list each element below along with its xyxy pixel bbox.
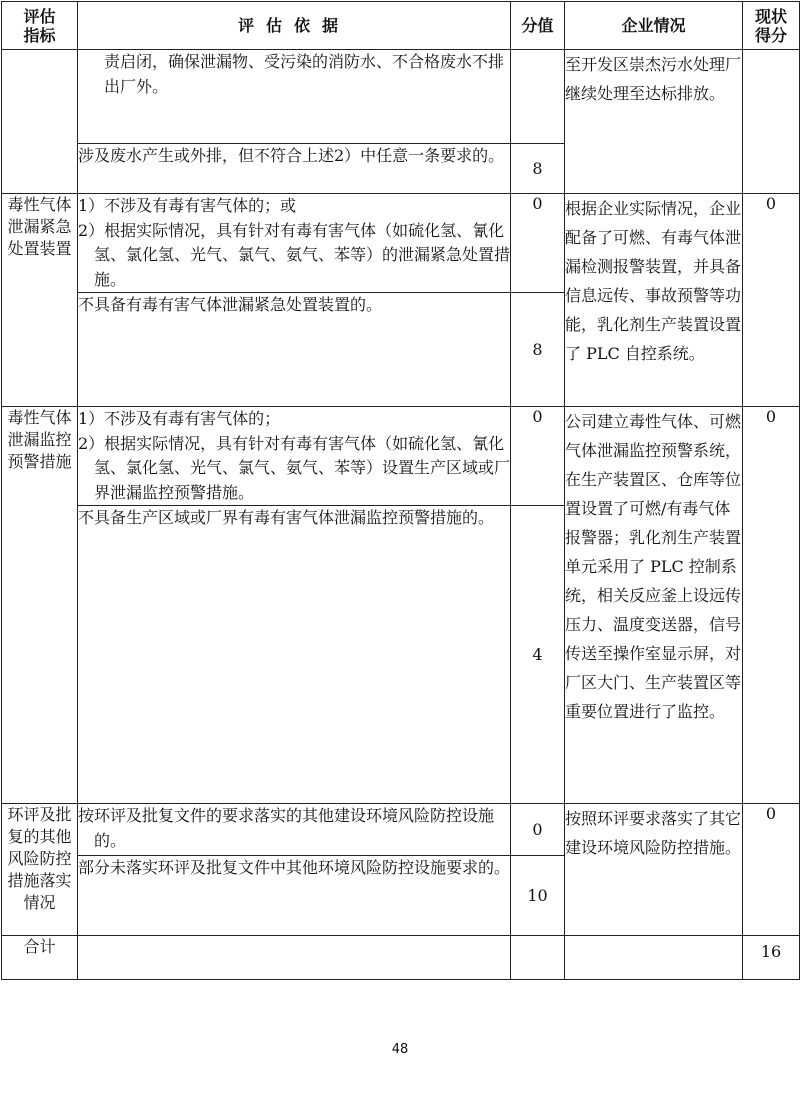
score-cell: 0 bbox=[511, 804, 565, 856]
table-row bbox=[2, 194, 800, 293]
basis-cell: 责启闭，确保泄漏物、受污染的消防水、不合格废水不排出厂外。 bbox=[78, 50, 511, 144]
indicator-cell-empty bbox=[2, 50, 78, 194]
evaluation-table bbox=[1, 1, 800, 980]
basis-cell: 不具备有毒有害气体泄漏紧急处置装置的。 bbox=[78, 293, 511, 407]
score-cell: 0 bbox=[511, 407, 565, 506]
basis-cell: 按环评及批复文件的要求落实的其他建设环境风险防控设施的。 bbox=[78, 804, 511, 856]
total-row bbox=[2, 936, 800, 980]
header-basis: 评估依据 bbox=[78, 2, 511, 50]
table-row bbox=[2, 50, 800, 144]
score-cell: 4 bbox=[511, 506, 565, 804]
basis-cell: 不具备生产区域或厂界有毒有害气体泄漏监控预警措施的。 bbox=[78, 506, 511, 804]
indicator-cell: 毒性气体泄漏监控预警措施 bbox=[2, 407, 78, 804]
current-score-cell: 0 bbox=[743, 407, 800, 804]
score-cell: 10 bbox=[511, 856, 565, 936]
score-cell: 0 bbox=[511, 194, 565, 293]
header-score: 分值 bbox=[511, 2, 565, 50]
basis-cell: 1）不涉及有毒有害气体的； 2）根据实际情况，具有针对有毒有害气体（如硫化氢、氰化氢、氯化氢、光气、氯气、氨气、苯等）设置生产区域或厂界泄漏监控预警措施。 bbox=[78, 407, 511, 506]
basis-cell: 1）不涉及有毒有害气体的；或 2）根据实际情况，具有针对有毒有害气体（如硫化氢、氰化氢、氯化氢、光气、氯气、氨气、苯等）的泄漏紧急处置措施。 bbox=[78, 194, 511, 293]
header-row bbox=[2, 2, 800, 50]
basis-cell: 部分未落实环评及批复文件中其他环境风险防控设施要求的。 bbox=[78, 856, 511, 936]
page-number: 48 bbox=[391, 1042, 409, 1057]
situation-cell: 至开发区崇杰污水处理厂继续处理至达标排放。 bbox=[565, 50, 743, 194]
situation-cell: 根据企业实际情况，企业配备了可燃、有毒气体泄漏检测报警装置，并具备信息远传、事故预警等功能，乳化剂生产装置设置了 PLC 自控系统。 bbox=[565, 194, 743, 407]
score-cell: 8 bbox=[511, 293, 565, 407]
current-score-cell: 0 bbox=[743, 804, 800, 936]
total-score-empty bbox=[511, 936, 565, 980]
situation-cell: 公司建立毒性气体、可燃气体泄漏监控预警系统，在生产装置区、仓库等位置设置了可燃/有毒气体报警器；乳化剂生产装置单元采用了 PLC 控制系统，相关反应釜上设远传压力、温度变送器，信号传送至操作室显示屏，对厂区大门、生产装置区等重要位置进行了监控。 bbox=[565, 407, 743, 804]
header-current-score: 现状 得分 bbox=[743, 2, 800, 50]
current-score-cell-empty bbox=[743, 50, 800, 194]
header-situation: 企业情况 bbox=[565, 2, 743, 50]
situation-cell: 按照环评要求落实了其它建设环境风险防控措施。 bbox=[565, 804, 743, 936]
total-value: 16 bbox=[743, 936, 800, 980]
table-row bbox=[2, 407, 800, 506]
indicator-cell: 毒性气体泄漏紧急处置装置 bbox=[2, 194, 78, 407]
current-score-cell: 0 bbox=[743, 194, 800, 407]
total-label: 合计 bbox=[2, 936, 78, 980]
indicator-cell: 环评及批复的其他风险防控措施落实情况 bbox=[2, 804, 78, 936]
header-indicator: 评估 指标 bbox=[2, 2, 78, 50]
score-cell-empty bbox=[511, 50, 565, 144]
total-situation-empty bbox=[565, 936, 743, 980]
score-cell: 8 bbox=[511, 144, 565, 194]
basis-cell: 涉及废水产生或外排，但不符合上述2）中任意一条要求的。 bbox=[78, 144, 511, 194]
table-row bbox=[2, 804, 800, 856]
total-basis-empty bbox=[78, 936, 511, 980]
